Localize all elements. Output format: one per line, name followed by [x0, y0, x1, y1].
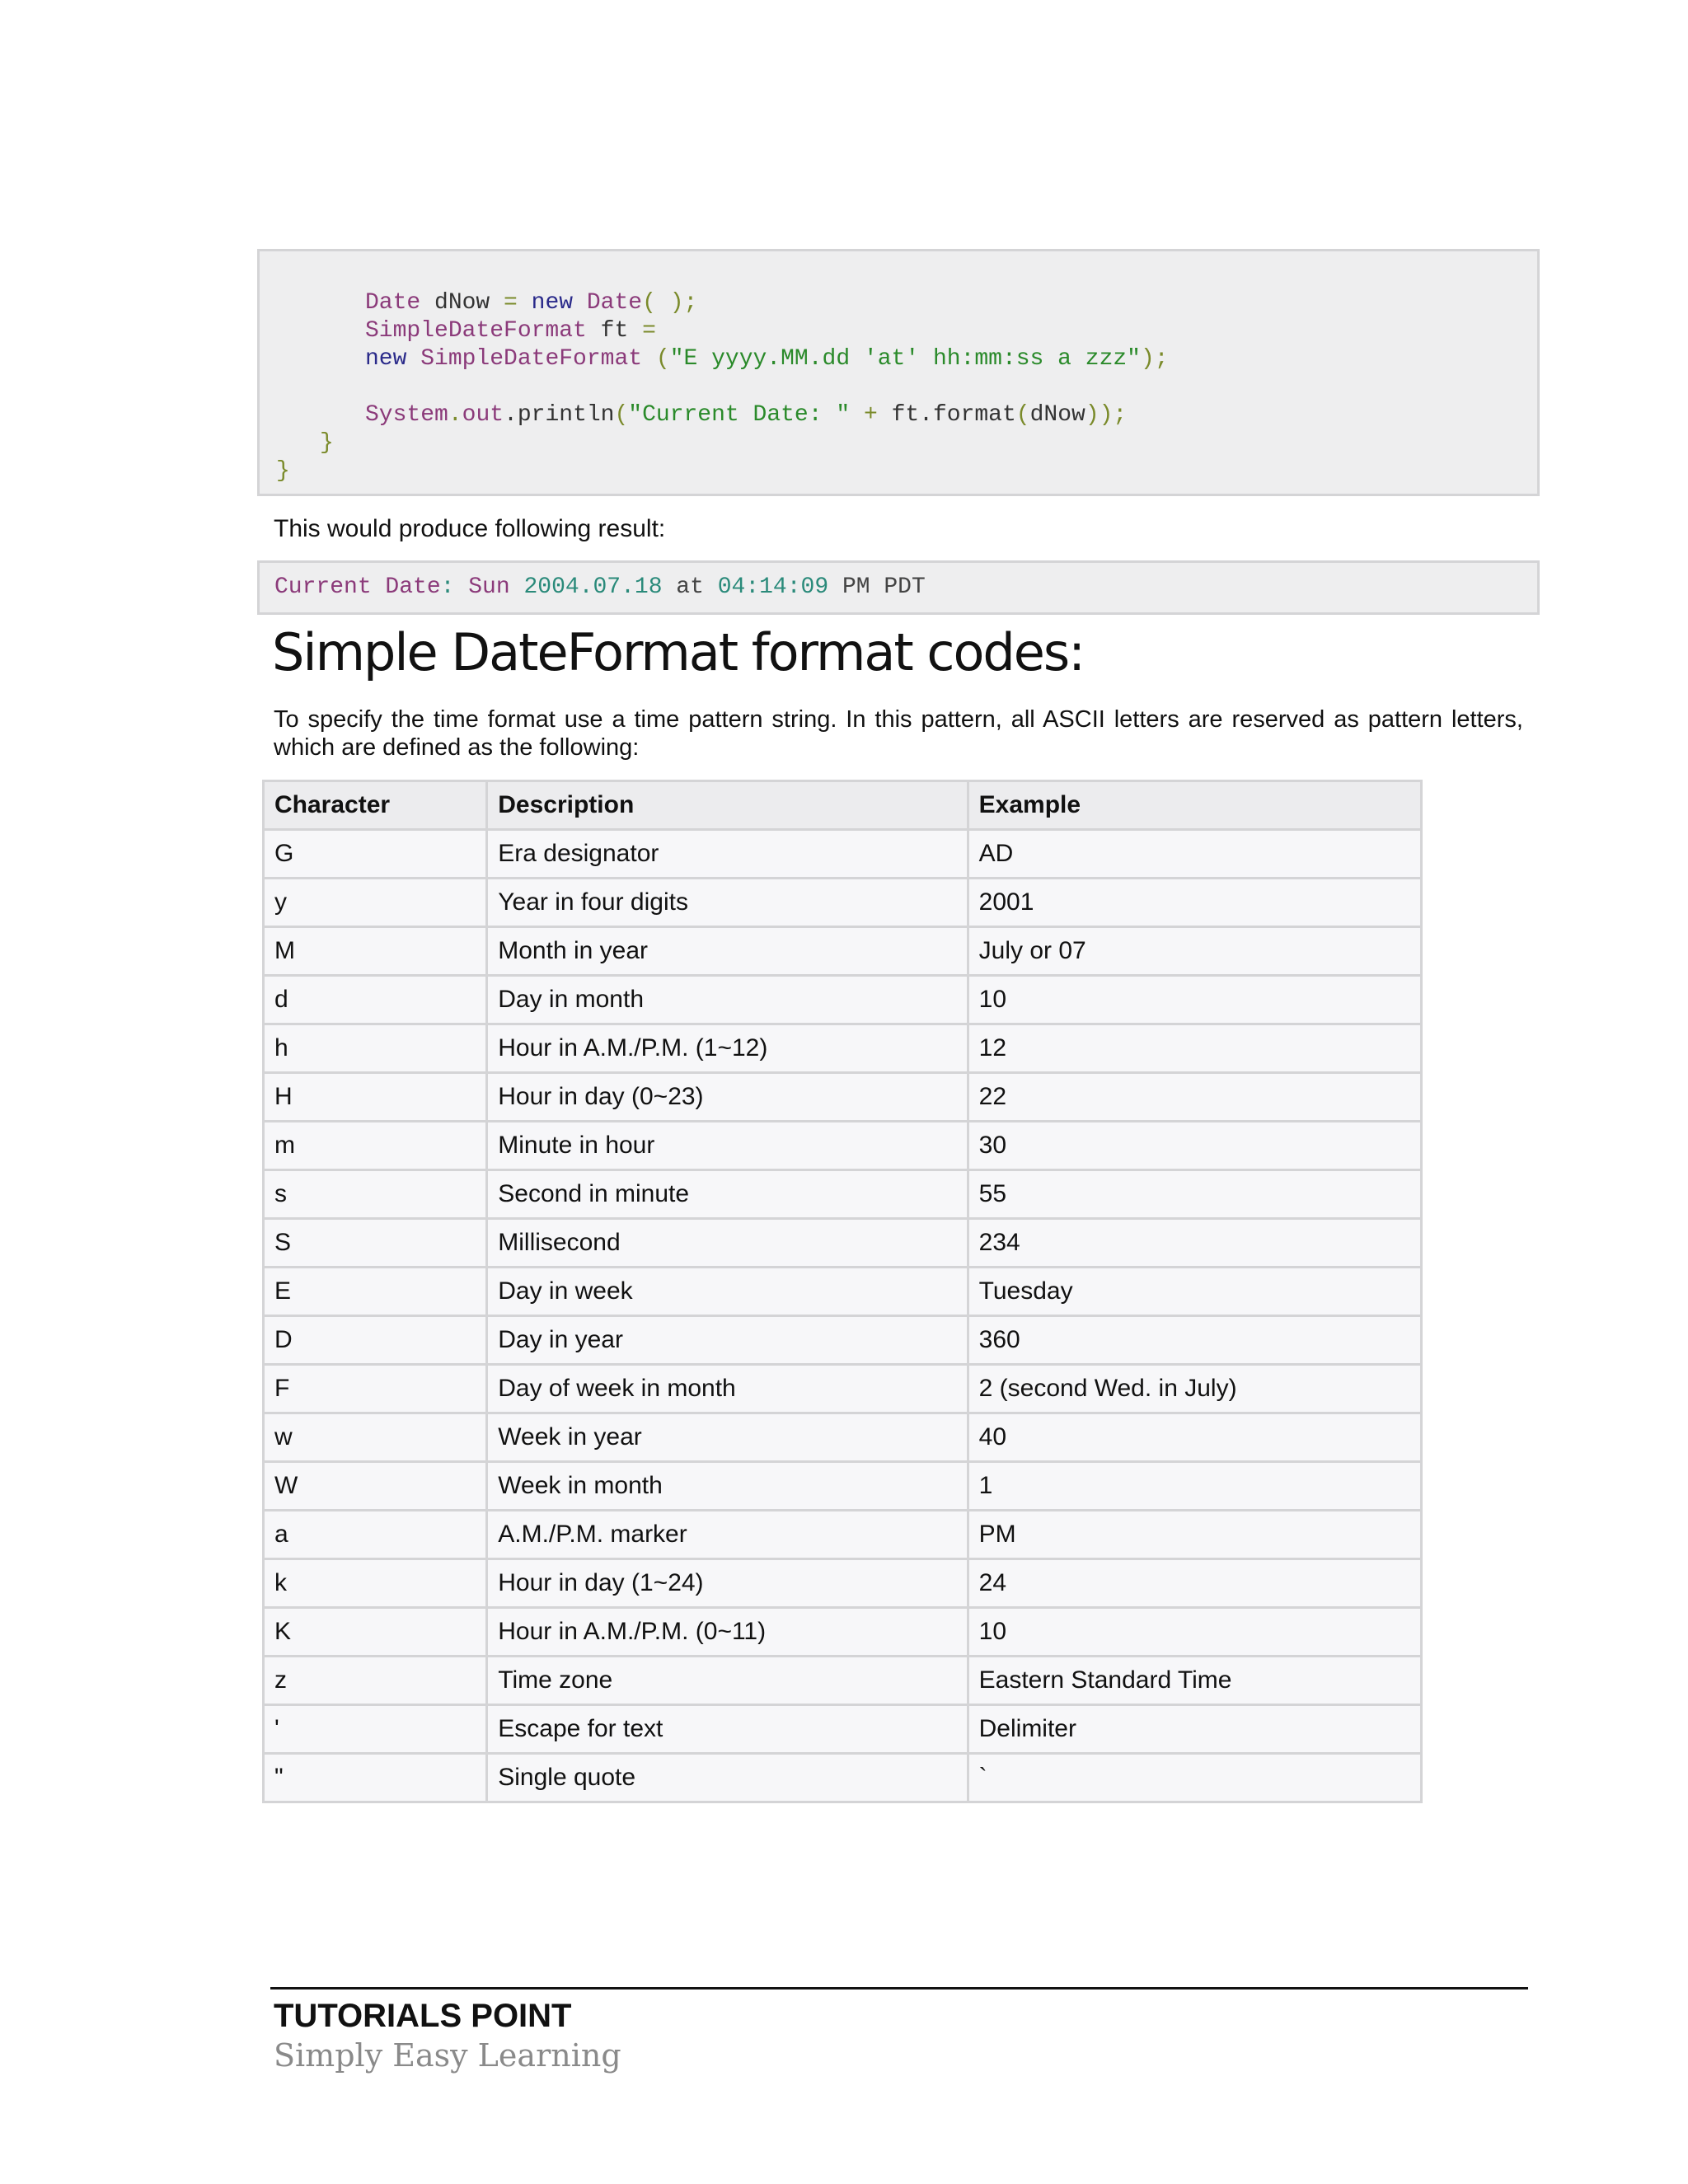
column-header: Character	[264, 781, 487, 830]
table-row	[264, 1413, 1422, 1462]
code-token: .println	[504, 402, 615, 428]
character-cell: "	[264, 1754, 487, 1802]
example-cell: 10	[968, 1608, 1421, 1657]
description-cell: Minute in hour	[487, 1122, 968, 1170]
code-token: System	[365, 402, 448, 428]
table-row	[264, 830, 1422, 879]
example-cell: July or 07	[968, 927, 1421, 976]
example-cell: 12	[968, 1024, 1421, 1073]
character-cell: F	[264, 1365, 487, 1413]
description-cell: Year in four digits	[487, 879, 968, 927]
code-token: ft	[586, 318, 643, 344]
character-cell: d	[264, 976, 487, 1024]
code-brace: }	[320, 430, 334, 456]
section-heading: Simple DateFormat format codes:	[272, 622, 1085, 682]
output-token: :	[440, 574, 455, 600]
footer-tagline: Simply Easy Learning	[274, 2037, 621, 2074]
table-row	[264, 1365, 1422, 1413]
description-cell: Month in year	[487, 927, 968, 976]
table-row	[264, 927, 1422, 976]
example-cell: 22	[968, 1073, 1421, 1122]
output-token: Sun	[454, 574, 524, 600]
code-token: dNow	[420, 290, 504, 316]
example-cell: PM	[968, 1511, 1421, 1559]
character-cell: D	[264, 1316, 487, 1365]
table-row	[264, 1170, 1422, 1219]
code-token: "Current Date: "	[628, 402, 851, 428]
character-cell: G	[264, 830, 487, 879]
table-row	[264, 1122, 1422, 1170]
description-cell: Single quote	[487, 1754, 968, 1802]
code-token: out	[462, 402, 504, 428]
code-token: (	[1015, 402, 1030, 428]
character-cell: k	[264, 1559, 487, 1608]
description-cell: Second in minute	[487, 1170, 968, 1219]
code-token: ));	[1085, 402, 1128, 428]
example-cell: 2001	[968, 879, 1421, 927]
result-intro: This would produce following result:	[274, 515, 666, 542]
code-token: new	[365, 346, 407, 372]
character-cell: z	[264, 1657, 487, 1705]
table-row	[264, 1073, 1422, 1122]
code-brace: }	[276, 458, 290, 484]
character-cell: m	[264, 1122, 487, 1170]
character-cell: E	[264, 1268, 487, 1316]
output-token: at	[662, 574, 718, 600]
column-header: Description	[487, 781, 968, 830]
code-token: Date	[365, 290, 421, 316]
example-cell: Delimiter	[968, 1705, 1421, 1754]
code-line-2	[365, 317, 656, 345]
output-token: Current Date	[274, 574, 441, 600]
character-cell: w	[264, 1413, 487, 1462]
description-cell: Week in year	[487, 1413, 968, 1462]
example-cell: 360	[968, 1316, 1421, 1365]
format-codes-table	[262, 780, 1423, 1803]
intro-paragraph: To specify the time format use a time pattern string. In this pattern, all ASCII letters are reserved as pattern letters, which are defined as the following:	[274, 706, 1523, 761]
example-cell: Eastern Standard Time	[968, 1657, 1421, 1705]
table-row	[264, 1657, 1422, 1705]
example-cell: AD	[968, 830, 1421, 879]
footer-divider	[270, 1987, 1528, 1990]
character-cell: a	[264, 1511, 487, 1559]
description-cell: Millisecond	[487, 1219, 968, 1268]
description-cell: Day in year	[487, 1316, 968, 1365]
code-line-1	[365, 289, 697, 317]
code-token: (	[655, 346, 670, 372]
example-cell: `	[968, 1754, 1421, 1802]
table-row	[264, 1219, 1422, 1268]
character-cell: S	[264, 1219, 487, 1268]
output-token: 04:14:09	[717, 574, 829, 600]
description-cell: Day of week in month	[487, 1365, 968, 1413]
character-cell: M	[264, 927, 487, 976]
description-cell: Hour in A.M./P.M. (1~12)	[487, 1024, 968, 1073]
code-token: .	[448, 402, 462, 428]
description-cell: A.M./P.M. marker	[487, 1511, 968, 1559]
description-cell: Era designator	[487, 830, 968, 879]
example-cell: 30	[968, 1122, 1421, 1170]
example-cell: 55	[968, 1170, 1421, 1219]
character-cell: y	[264, 879, 487, 927]
output-line	[274, 574, 926, 600]
code-token: (	[614, 402, 629, 428]
output-block	[257, 560, 1540, 615]
description-cell: Hour in A.M./P.M. (0~11)	[487, 1608, 968, 1657]
table-row	[264, 1316, 1422, 1365]
code-token: ( );	[642, 290, 698, 316]
example-cell: 40	[968, 1413, 1421, 1462]
table-row	[264, 1024, 1422, 1073]
code-token: Date	[586, 290, 643, 316]
table-row	[264, 879, 1422, 927]
table-row	[264, 1462, 1422, 1511]
example-cell: Tuesday	[968, 1268, 1421, 1316]
table-header-row	[264, 781, 1422, 830]
code-token: =	[642, 318, 656, 344]
character-cell: K	[264, 1608, 487, 1657]
character-cell: s	[264, 1170, 487, 1219]
table-body	[264, 830, 1422, 1802]
footer-brand: TUTORIALS POINT	[274, 1998, 572, 2034]
table-row	[264, 1268, 1422, 1316]
code-token: );	[1140, 346, 1169, 372]
table-row	[264, 1559, 1422, 1608]
code-line-3	[365, 345, 1169, 373]
description-cell: Hour in day (0~23)	[487, 1073, 968, 1122]
description-cell: Time zone	[487, 1657, 968, 1705]
table-row	[264, 1511, 1422, 1559]
example-cell: 234	[968, 1219, 1421, 1268]
example-cell: 2 (second Wed. in July)	[968, 1365, 1421, 1413]
output-token: 2004.07.18	[523, 574, 663, 600]
table-row	[264, 976, 1422, 1024]
table-row	[264, 1705, 1422, 1754]
character-cell: '	[264, 1705, 487, 1754]
description-cell: Escape for text	[487, 1705, 968, 1754]
code-token: new	[517, 290, 587, 316]
code-token: "E yyyy.MM.dd 'at' hh:mm:ss a zzz"	[669, 346, 1141, 372]
character-cell: W	[264, 1462, 487, 1511]
output-token: PM PDT	[828, 574, 926, 600]
code-token: =	[504, 290, 518, 316]
column-header: Example	[968, 781, 1421, 830]
code-token: SimpleDateFormat	[365, 318, 587, 344]
code-token: ft.format	[891, 402, 1016, 428]
character-cell: h	[264, 1024, 487, 1073]
description-cell: Day in week	[487, 1268, 968, 1316]
description-cell: Day in month	[487, 976, 968, 1024]
example-cell: 10	[968, 976, 1421, 1024]
example-cell: 1	[968, 1462, 1421, 1511]
example-cell: 24	[968, 1559, 1421, 1608]
table-row	[264, 1754, 1422, 1802]
description-cell: Week in month	[487, 1462, 968, 1511]
code-token: +	[850, 402, 892, 428]
code-line-4	[365, 401, 1127, 429]
table-row	[264, 1608, 1422, 1657]
code-block	[257, 249, 1540, 496]
code-token: SimpleDateFormat	[406, 346, 656, 372]
description-cell: Hour in day (1~24)	[487, 1559, 968, 1608]
character-cell: H	[264, 1073, 487, 1122]
code-token: dNow	[1029, 402, 1085, 428]
